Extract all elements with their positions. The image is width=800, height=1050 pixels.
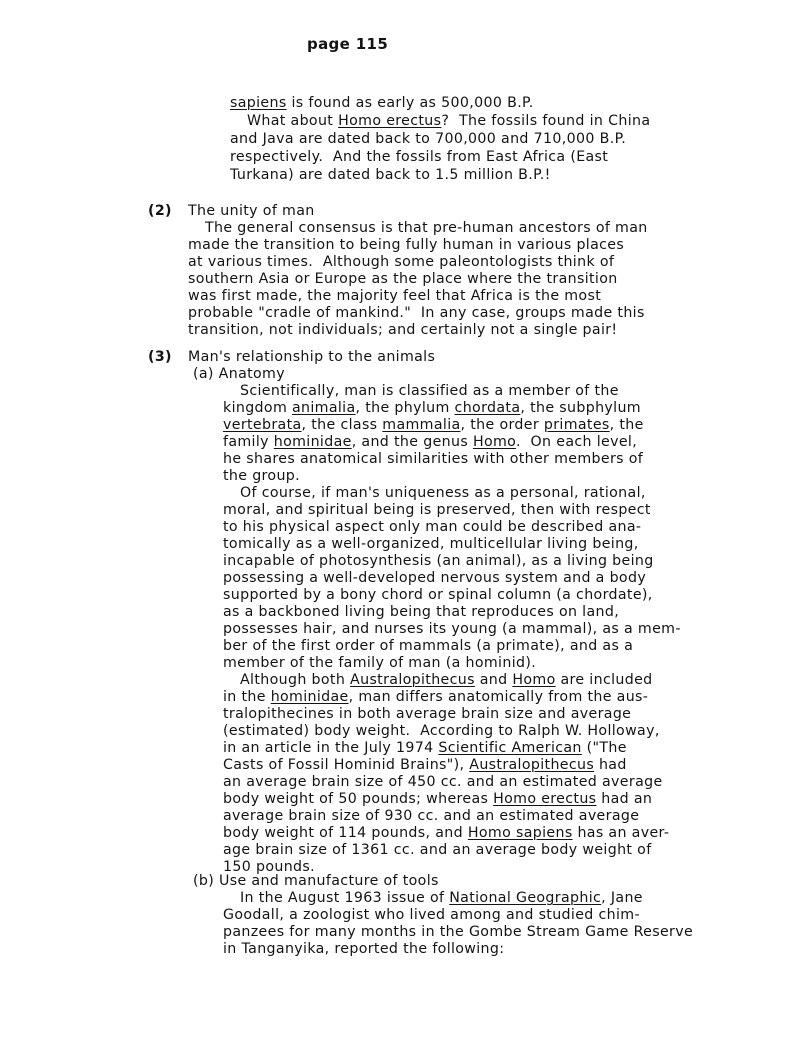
- text-line: in Tanganyika, reported the following:: [223, 941, 505, 957]
- text-line: was first made, the majority feel that Africa is the most: [188, 288, 602, 304]
- text-fragment: body weight of 114 pounds, and: [223, 825, 468, 841]
- text-line: [240, 672, 653, 689]
- text-fragment: What about: [247, 113, 339, 129]
- taxon-term: chordata: [454, 400, 521, 416]
- text-line: panzees for many months in the Gombe Stream Game Reserve: [223, 924, 694, 940]
- subsection-label: (a) Anatomy: [193, 366, 285, 382]
- text-line: age brain size of 1361 cc. and an average body weight of: [223, 842, 652, 858]
- text-fragment: had: [594, 757, 627, 773]
- text-line: possesses hair, and nurses its young (a mammal), as a mem-: [223, 621, 681, 637]
- text-line: tralopithecines in both average brain size and average: [223, 706, 632, 722]
- text-line: [223, 400, 641, 417]
- text-line: [230, 95, 534, 112]
- text-fragment: In the August 1963 issue of: [240, 890, 450, 906]
- text-line: [223, 791, 652, 808]
- text-fragment: ? The fossils found in China: [441, 113, 651, 129]
- taxon-term: mammalia: [382, 417, 461, 433]
- section-title: Man's relationship to the animals: [188, 349, 436, 365]
- text-line: average brain size of 930 cc. and an estimated average: [223, 808, 640, 824]
- text-fragment: in the: [223, 689, 271, 705]
- text-line: incapable of photosynthesis (an animal), as a living being: [223, 553, 654, 569]
- text-line: an average brain size of 450 cc. and an estimated average: [223, 774, 663, 790]
- text-line: Of course, if man's uniqueness as a personal, rational,: [240, 485, 646, 501]
- taxon-term: Australopithecus: [469, 757, 595, 773]
- text-fragment: has an aver-: [572, 825, 670, 841]
- text-fragment: in an article in the July 1974: [223, 740, 439, 756]
- text-fragment: family: [223, 434, 274, 450]
- text-line: The general consensus is that pre-human ancestors of man: [205, 220, 648, 236]
- text-fragment: kingdom: [223, 400, 292, 416]
- text-fragment: is found as early as 500,000 B.P.: [286, 95, 534, 111]
- text-line: [240, 890, 643, 907]
- text-fragment: , and the genus: [351, 434, 473, 450]
- publication-title: National Geographic: [449, 890, 602, 906]
- text-line: he shares anatomical similarities with other members of: [223, 451, 644, 467]
- taxon-term: hominidae: [273, 434, 352, 450]
- text-fragment: , Jane: [601, 890, 643, 906]
- taxon-term: Homo erectus: [493, 791, 597, 807]
- text-line: and Java are dated back to 700,000 and 710,000 B.P.: [230, 131, 627, 147]
- section-title: The unity of man: [188, 203, 315, 219]
- text-line: respectively. And the fossils from East Africa (East: [230, 149, 609, 165]
- text-fragment: . On each level,: [515, 434, 638, 450]
- text-line: made the transition to being fully human in various places: [188, 237, 625, 253]
- text-line: at various times. Although some paleontologists think of: [188, 254, 615, 270]
- text-fragment: Casts of Fossil Hominid Brains"),: [223, 757, 470, 773]
- text-fragment: , the order: [460, 417, 544, 433]
- taxon-term: sapiens: [230, 95, 287, 111]
- taxon-term: animalia: [291, 400, 356, 416]
- text-fragment: ("The: [581, 740, 627, 756]
- text-fragment: , the: [609, 417, 644, 433]
- text-line: the group.: [223, 468, 301, 484]
- text-fragment: and: [474, 672, 513, 688]
- text-line: [223, 825, 669, 842]
- taxon-term: hominidae: [270, 689, 349, 705]
- taxon-term: Homo erectus: [338, 113, 442, 129]
- taxon-term: Homo: [472, 434, 516, 450]
- text-line: supported by a bony chord or spinal column (a chordate),: [223, 587, 653, 603]
- text-line: moral, and spiritual being is preserved, then with respect: [223, 502, 651, 518]
- text-line: [223, 740, 627, 757]
- taxon-term: primates: [543, 417, 610, 433]
- text-fragment: , the phylum: [355, 400, 455, 416]
- text-line: transition, not individuals; and certainly not a single pair!: [188, 322, 618, 338]
- text-line: [223, 689, 648, 706]
- text-line: 150 pounds.: [223, 859, 316, 875]
- taxon-term: vertebrata: [223, 417, 302, 433]
- text-line: to his physical aspect only man could be described ana-: [223, 519, 642, 535]
- subsection-label: (b) Use and manufacture of tools: [193, 873, 439, 889]
- text-line: southern Asia or Europe as the place where the transition: [188, 271, 618, 287]
- publication-title: Scientific American: [438, 740, 582, 756]
- text-line: tomically as a well-organized, multicellular living being,: [223, 536, 639, 552]
- text-fragment: , the class: [301, 417, 383, 433]
- text-fragment: body weight of 50 pounds; whereas: [223, 791, 494, 807]
- text-line: [247, 113, 650, 130]
- text-fragment: are included: [555, 672, 653, 688]
- text-line: [223, 417, 644, 434]
- page-number-header: page 115: [307, 35, 389, 53]
- taxon-term: Australopithecus: [350, 672, 475, 688]
- text-line: member of the family of man (a hominid).: [223, 655, 537, 671]
- text-line: Goodall, a zoologist who lived among and studied chim-: [223, 907, 640, 923]
- section-number: (3): [148, 349, 172, 365]
- text-fragment: Although both: [240, 672, 351, 688]
- text-fragment: , man differs anatomically from the aus-: [348, 689, 649, 705]
- taxon-term: Homo: [512, 672, 556, 688]
- text-line: as a backboned living being that reproduces on land,: [223, 604, 620, 620]
- text-fragment: , the subphylum: [520, 400, 641, 416]
- text-line: probable "cradle of mankind." In any case, groups made this: [188, 305, 645, 321]
- text-line: possessing a well-developed nervous system and a body: [223, 570, 647, 586]
- text-fragment: had an: [596, 791, 653, 807]
- text-line: [223, 757, 627, 774]
- text-line: (estimated) body weight. According to Ralph W. Holloway,: [223, 723, 660, 739]
- text-line: [223, 434, 637, 451]
- text-line: Turkana) are dated back to 1.5 million B.P.!: [230, 167, 551, 183]
- section-number: (2): [148, 203, 172, 219]
- text-line: Scientifically, man is classified as a member of the: [240, 383, 619, 399]
- text-line: ber of the first order of mammals (a primate), and as a: [223, 638, 634, 654]
- taxon-term: Homo sapiens: [467, 825, 573, 841]
